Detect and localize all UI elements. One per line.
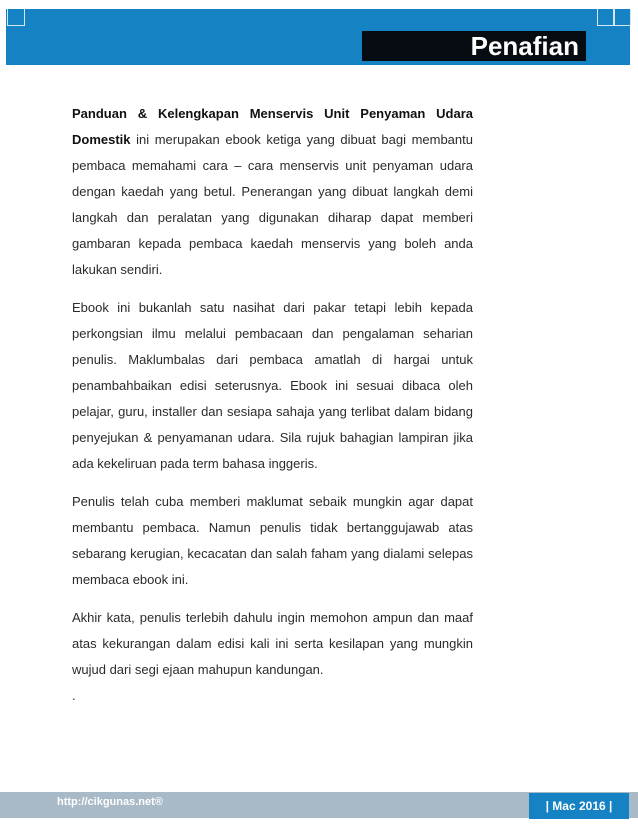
document-body [72,101,473,703]
paragraph-disclaimer: Penulis telah cuba memberi maklumat sebaik mungkin agar dapat membantu pembaca. Namun penulis tidak bertanggujawab atas sebarang kerugian, kecacatan dan salah faham yang dialami selepas membaca ebook ini. [72,494,473,587]
title-box [362,31,586,61]
paragraph-closing: Akhir kata, penulis terlebih dahulu ingin memohon ampun dan maaf atas kekurangan dalam edisi kali ini serta kesilapan yang mungkin wujud dari segi ejaan mahupun kandungan. [72,610,473,677]
page-title: Penafian [470,31,579,61]
trailing-dot: . [72,688,76,703]
header-grid-cell [7,9,25,26]
ebook-title-text: Panduan & Kelengkapan Menservis Unit Penyaman Udara Domestik [72,106,473,147]
footer-date: | Mac 2016 | [529,793,629,819]
footer-website-link[interactable]: http://cikgunas.net® [57,796,163,808]
paragraph-intro [72,101,473,283]
paragraph-intro-text: ini merupakan ebook ketiga yang dibuat bagi membantu pembaca memahami cara – cara menservis unit penyaman udara dengan kaedah yang betul. Penerangan yang dibuat langkah demi langkah dan peralatan yang digunakan diharap dapat memberi gambaran kepada pembaca kaedah menservis yang boleh anda lakukan sendiri. [72,132,473,277]
header-grid-cell [613,9,631,26]
paragraph-advice: Ebook ini bukanlah satu nasihat dari pakar tetapi lebih kepada perkongsian ilmu melalui pembacaan dan pengalaman seharian penulis. Maklumbalas dari pembaca amatlah di hargai untuk penambahbaikan edisi seterusnya. Ebook ini sesuai dibaca oleh pelajar, guru, installer dan sesiapa sahaja yang terlibat dalam bidang penyejukan & penyamanan udara. Sila rujuk bahagian lampiran jika ada kekeliruan pada term bahasa inggeris. [72,300,473,471]
